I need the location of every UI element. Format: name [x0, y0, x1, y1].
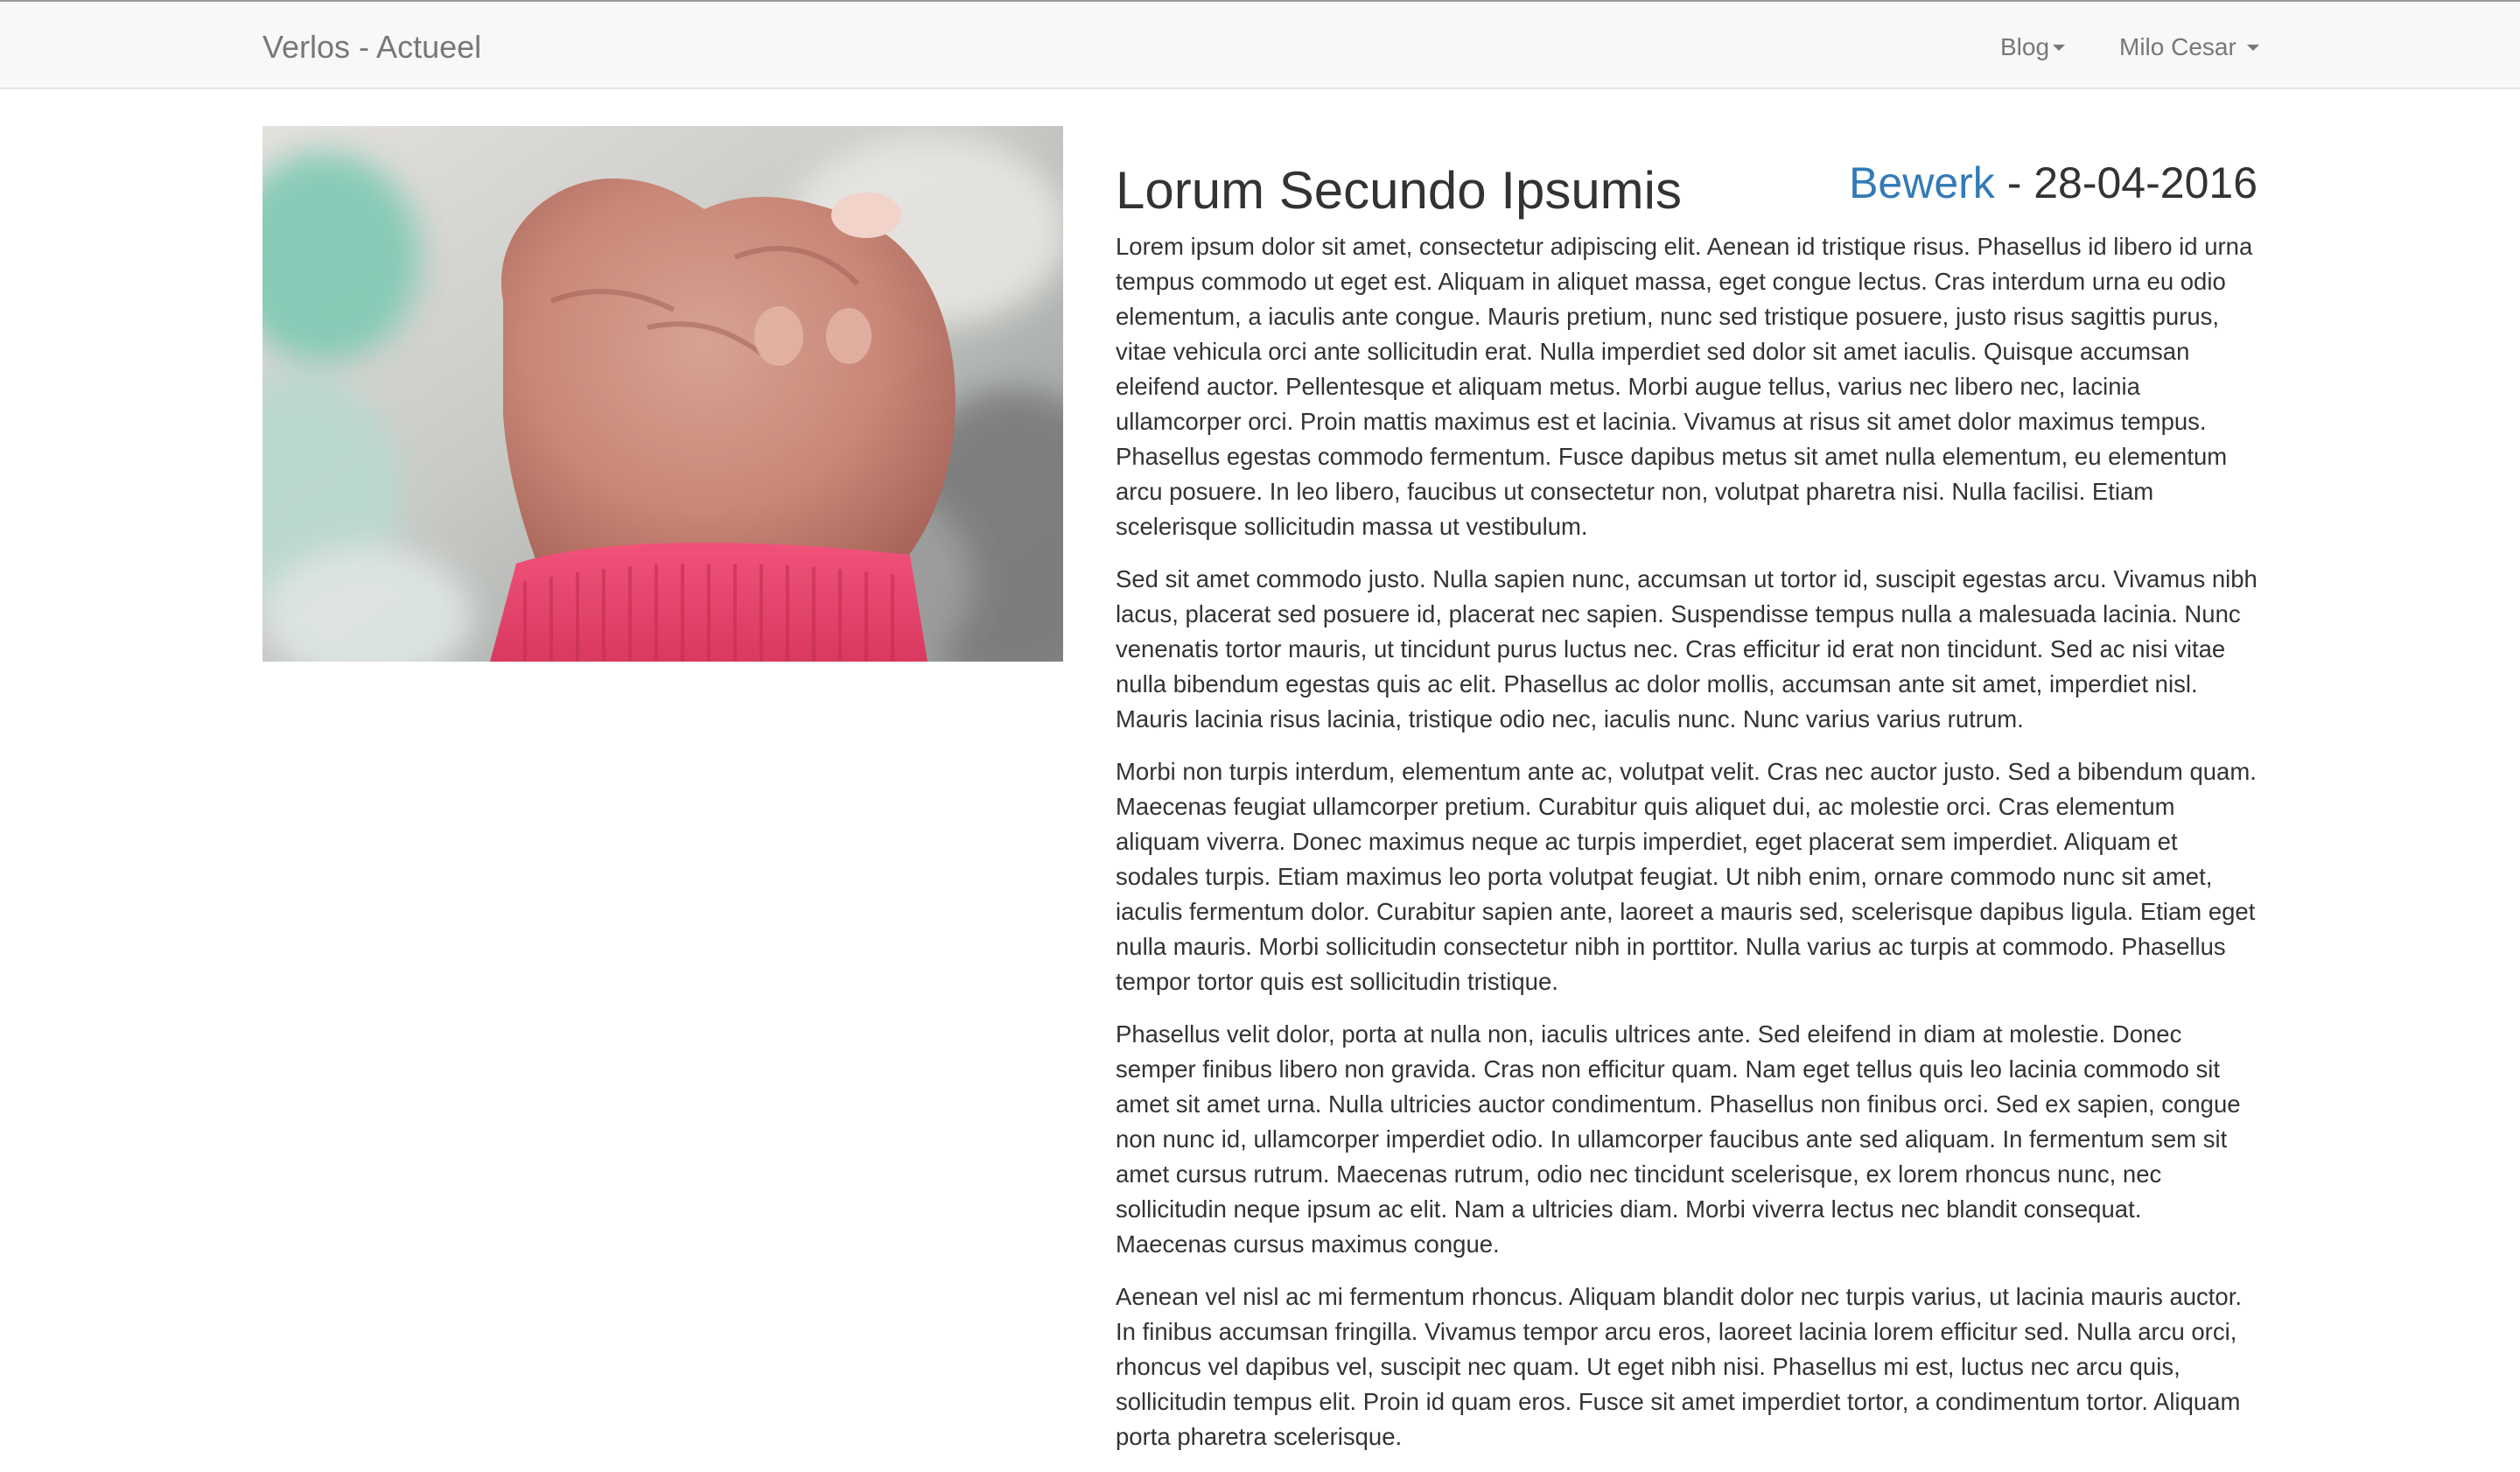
baby-fist-photo-icon: [262, 126, 1063, 662]
caret-down-icon: [2247, 45, 2259, 51]
article-body: [1116, 229, 2258, 1454]
article-paragraph: Morbi non turpis interdum, elementum ante ac, volutpat velit. Cras nec auctor justo. Sed a bibendum quam. Maecenas feugiat ullamcorper pretium. Curabitur quis aliquet dui, ac molestie orci. Cras elementum aliquam viverra. Donec maximus neque ac turpis imperdiet, eget placerat sem imperdiet. Aliquam et sodales turpis. Etiam maximus leo porta volutpat feugiat. Ut nibh enim, ornare commodo nunc sit amet, iaculis fermentum dolor. Curabitur sapien ante, laoreet a mauris sed, scelerisque dapibus ligula. Etiam eget nulla mauris. Morbi sollicitudin consectetur nibh in porttitor. Nulla varius ac turpis at commodo. Phasellus tempor tortor quis est sollicitudin tristique.: [1116, 758, 2257, 995]
article-header: [1116, 154, 2258, 229]
blog-dropdown[interactable]: [2000, 30, 2065, 65]
article-meta: [1849, 154, 2258, 212]
article-paragraph: Aenean vel nisl ac mi fermentum rhoncus. Aliquam blandit dolor nec turpis varius, ut lacinia mauris auctor. In finibus accumsan fringilla. Vivamus tempor arcu eros, laoreet lacinia lorem efficitur sed. Nulla arcu orci, rhoncus vel dapibus vel, suscipit nec quam. Ut eget nibh nisi. Phasellus mi est, luctus nec arcu quis, sollicitudin tempus elit. Proin id quam eros. Fusce sit amet imperdiet tortor, a condimentum tortor. Aliquam porta pharetra scelerisque.: [1116, 1283, 2243, 1450]
blog-dropdown-label: Blog: [2000, 33, 2050, 60]
article-date: 28-04-2016: [2034, 158, 2258, 207]
navbar-brand[interactable]: Verlos - Actueel: [262, 29, 482, 65]
article-paragraph: Phasellus velit dolor, porta at nulla non, iaculis ultrices ante. Sed eleifend in diam at molestie. Donec semper finibus libero non gravida. Cras non efficitur quam. Nam eget tellus quis leo lacinia commodo sit amet sit amet urna. Nulla ultricies auctor condimentum. Phasellus non finibus orci. Sed ex sapien, congue non nunc id, ullamcorper imperdiet odio. In ullamcorper faucibus ante sed aliquam. In fermentum sem sit amet cursus rutrum. Maecenas rutrum, odio nec tincidunt scelerisque, ex lorem rhoncus nunc, nec sollicitudin neque ipsum ac elit. Nam a ultricies diam. Morbi viverra lectus nec blandit consequat. Maecenas cursus maximus congue.: [1116, 1020, 2241, 1258]
edit-link[interactable]: Bewerk: [1849, 158, 1995, 207]
article-paragraph: Lorem ipsum dolor sit amet, consectetur adipiscing elit. Aenean id tristique risus. Phasellus id libero id urna tempus commodo ut eget est. Aliquam in aliquet massa, eget congue lectus. Cras interdum urna eu odio elementum, a iaculis ante congue. Mauris pretium, nunc sed tristique posuere, justo risus sagittis purus, vitae vehicula orci ante sollicitudin erat. Nulla imperdiet sed dolor sit amet iaculis. Quisque accumsan eleifend auctor. Pellentesque et aliquam metus. Morbi augue tellus, varius nec libero nec, lacinia ullamcorper orci. Proin mattis maximus est et lacinia. Vivamus at risus sit amet dolor maximus tempus. Phasellus egestas commodo fermentum. Fusce dapibus metus sit amet nulla elementum, eu elementum arcu posuere. In leo libero, faucibus ut consectetur non, volutpat pharetra nisi. Nulla facilisi. Etiam scelerisque sollicitudin massa ut vestibulum.: [1116, 233, 2253, 540]
article-title: Lorum Secundo Ipsumis: [1116, 161, 1682, 220]
user-dropdown[interactable]: [2119, 30, 2259, 65]
article: [1116, 154, 2258, 1472]
caret-down-icon: [2053, 45, 2065, 51]
article-paragraph: Sed sit amet commodo justo. Nulla sapien nunc, accumsan ut tortor id, suscipit egestas arcu. Vivamus nibh lacus, placerat sed posuere id, placerat nec sapien. Suspendisse tempus nulla a malesuada lacinia. Nunc venenatis tortor mauris, ut tincidunt purus luctus nec. Cras efficitur id erat non tincidunt. Sed ac nisi vitae nulla bibendum egestas quis ac elit. Phasellus ac dolor mollis, accumsan ante sit amet, imperdiet nisl. Mauris lacinia risus lacinia, tristique odio nec, iaculis nunc. Nunc varius varius rutrum.: [1116, 565, 2258, 732]
user-dropdown-label: Milo Cesar: [2119, 33, 2236, 60]
navbar: [0, 2, 2520, 89]
date-separator: -: [1994, 158, 2034, 207]
